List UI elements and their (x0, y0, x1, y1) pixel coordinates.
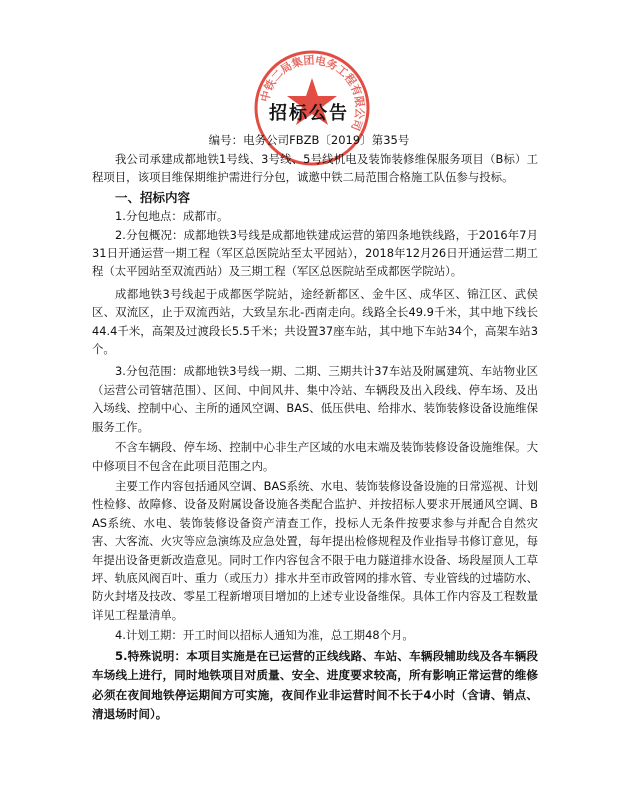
document-number: 编号：电务公司FBZB〔2019〕第35号 (208, 133, 410, 147)
seal-arc-text: 中铁二局集团电务工程有限公司 (258, 53, 367, 133)
special-note-paragraph: 5.特殊说明：本项目实施是在已运营的正线线路、车站、车辆段辅助线及各车辆段车场线上进行，同时地铁项目对质量、安全、进度要求较高，所有影响正常运营的维修必须在夜间地铁停运期间方可实施，夜间作业非运营时间不长于4小时（含请、销点、清退场时间）。 (92, 648, 538, 722)
scope-paragraph: 3.分包范围：成都地铁3号线一期、二期、三期共计37车站及附属建筑、车站物业区（运营公司管辖范围）、区间、中间风井、集中冷站、车辆段及出入段线、停车场、及出入场线、控制中心、主所的通风空调、BAS、低压供电、给排水、装饰装修设备设施维保服务工作。 (92, 364, 538, 434)
route-paragraph: 成都地铁3号线起于成都医学院站，途经新都区、金牛区、成华区、锦江区、武侯区、双流区，止于双流西站，大致呈东北-西南走向。线路全长49.9千米，其中地下线长44.4千米，高架及过渡段长5.5千米；共设置37座车站，其中地下车站34个，高架车站3个。 (92, 286, 538, 357)
document-body (92, 150, 538, 725)
exclusion-paragraph: 不含车辆段、停车场、控制中心非生产区域的水电末端及装饰装修设备设施维保。大中修项目不包含在此项目范围之内。 (92, 440, 538, 473)
overview-paragraph: 2.分包概况：成都地铁3号线是成都地铁建成运营的第四条地铁线路，于2016年7月31日开通运营一期工程（军区总医院站至太平园站），2018年12月26日开通运营二期工程（太平园站至双流西站）及三期工程（军区总医院站至成都医学院站）。 (92, 227, 538, 279)
schedule-paragraph: 4.计划工期：开工时间以招标人通知为准，总工期48个月。 (115, 628, 414, 643)
intro-paragraph: 我公司承建成都地铁1号线、3号线、5号线机电及装饰装修维保服务项目（B标）工程项目，该项目维保期维护需进行分包，诚邀中铁二局范围合格施工队伍参与投标。 (92, 152, 538, 185)
page-title: 招标公告 (269, 103, 349, 124)
section-heading: 一、招标内容 (115, 189, 191, 205)
location-paragraph: 1.分包地点：成都市。 (115, 209, 229, 224)
work-content-paragraph: 主要工作内容包括通风空调、BAS系统、水电、装饰装修设备设施的日常巡视、计划性检修、故障修、设备及附属设备设施各类配合监护、并按招标人要求开展通风空调、BAS系统、水电、装饰装修设备资产清查工作，投标人无条件按要求参与并配合自然灾害、大客流、火灾等应急演练及应急处置，每年提出检修规程及作业指导书修订意见，每年提出设备更新改造意见。同时工作内容包含不限于电力隧道排水设备、场段屋顶人工草坪、轨底风阀百叶、重力（或压力）排水井至市政管网的排水管、专业管线的过墙防水、防火封堵及技改、零星工程新增项目增加的上述专业设备维保。具体工作内容及工程数量详见工程量清单。 (92, 478, 538, 622)
